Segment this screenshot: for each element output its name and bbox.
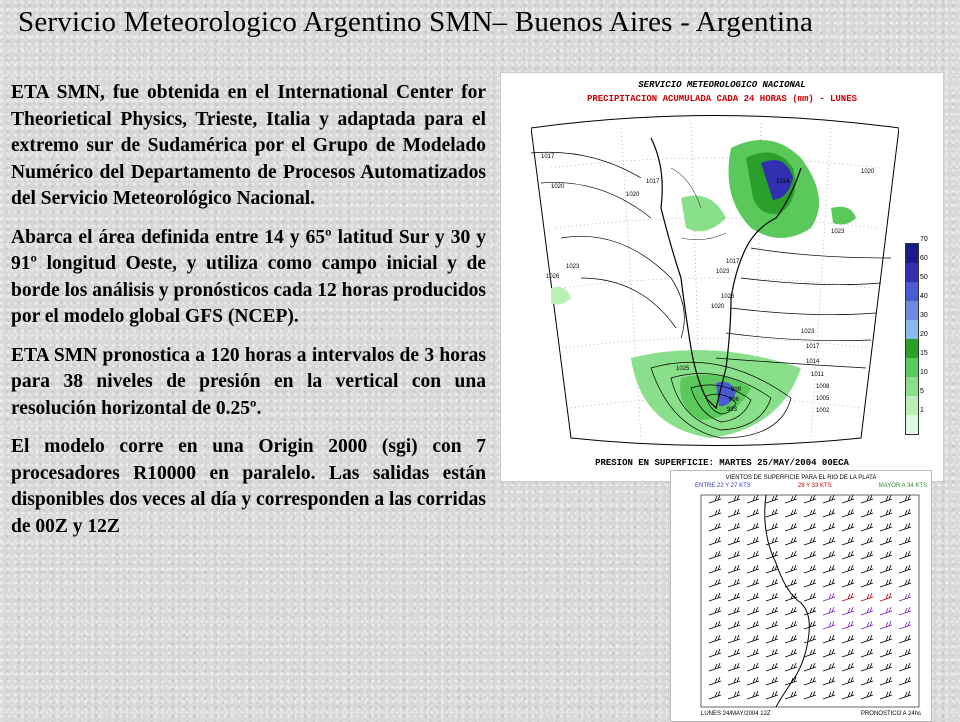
wind-barb bbox=[823, 691, 835, 699]
scale-label: 15 bbox=[920, 350, 928, 357]
wind-barb bbox=[747, 621, 759, 629]
scale-label: 50 bbox=[920, 274, 928, 281]
wind-barb bbox=[804, 607, 816, 615]
wind-barb bbox=[823, 663, 835, 671]
wind-barb bbox=[861, 537, 873, 545]
wind-barb bbox=[804, 551, 816, 559]
wind-barb bbox=[880, 509, 892, 517]
wind-barb bbox=[747, 565, 759, 573]
paragraph-forecast: ETA SMN pronostica a 120 horas a intervalos de 3 horas para 38 niveles de presión en la vertical con una resolución horizontal de 0.25º. bbox=[11, 344, 486, 419]
wind-barb bbox=[728, 551, 740, 559]
scale-label: 30 bbox=[920, 312, 928, 319]
isobar-label: 1025 bbox=[676, 366, 690, 372]
wind-barb bbox=[766, 677, 778, 685]
wind-barb bbox=[747, 551, 759, 559]
description-text bbox=[11, 80, 486, 552]
wind-barb bbox=[842, 495, 854, 503]
wind-barb bbox=[880, 551, 892, 559]
wind-barb bbox=[747, 537, 759, 545]
scale-label: 10 bbox=[920, 369, 928, 376]
wind-barb bbox=[766, 495, 778, 503]
wind-barb bbox=[766, 579, 778, 587]
map-graphic bbox=[531, 108, 899, 448]
wind-barb bbox=[709, 551, 721, 559]
wind-barb bbox=[842, 565, 854, 573]
wind-footer-forecast: PRONOSTICO A 24hs bbox=[860, 711, 921, 717]
wind-barb bbox=[880, 523, 892, 531]
scale-label: 1 bbox=[920, 407, 924, 414]
wind-barb bbox=[728, 579, 740, 587]
wind-barb bbox=[899, 509, 911, 517]
scale-swatch bbox=[906, 358, 918, 377]
wind-barb bbox=[804, 621, 816, 629]
isobar-label: 1017 bbox=[646, 179, 660, 185]
wind-barb bbox=[861, 635, 873, 643]
wind-barb bbox=[880, 663, 892, 671]
wind-barb bbox=[899, 537, 911, 545]
wind-barb bbox=[766, 691, 778, 699]
wind-barb bbox=[709, 677, 721, 685]
wind-barb bbox=[766, 593, 778, 601]
wind-barb bbox=[842, 509, 854, 517]
wind-barb bbox=[861, 607, 873, 615]
scale-swatch bbox=[906, 244, 918, 263]
wind-barb bbox=[899, 579, 911, 587]
wind-barb bbox=[880, 607, 892, 615]
wind-barb bbox=[880, 495, 892, 503]
wind-barb bbox=[842, 551, 854, 559]
wind-barb bbox=[823, 523, 835, 531]
wind-barb bbox=[709, 565, 721, 573]
isobar-label: 1020 bbox=[861, 169, 875, 175]
wind-barb bbox=[899, 677, 911, 685]
wind-barb bbox=[804, 691, 816, 699]
wind-barb bbox=[785, 579, 797, 587]
wind-footer-date: LUNES 24/MAY/2004 12Z bbox=[701, 711, 771, 717]
wind-barb bbox=[747, 523, 759, 531]
isobar-label: 1023 bbox=[831, 229, 845, 235]
wind-barb bbox=[842, 635, 854, 643]
wind-barb bbox=[842, 537, 854, 545]
wind-barb bbox=[880, 621, 892, 629]
scale-swatch bbox=[906, 415, 918, 434]
wind-barb bbox=[785, 607, 797, 615]
wind-barb bbox=[842, 579, 854, 587]
wind-barb bbox=[709, 593, 721, 601]
wind-barb bbox=[804, 565, 816, 573]
wind-barb bbox=[861, 649, 873, 657]
wind-barb bbox=[785, 649, 797, 657]
precipitation-map bbox=[500, 72, 944, 482]
wind-barb bbox=[899, 565, 911, 573]
wind-barb bbox=[766, 565, 778, 573]
wind-barb bbox=[728, 635, 740, 643]
wind-barb bbox=[861, 621, 873, 629]
scale-swatch bbox=[906, 282, 918, 301]
wind-barb bbox=[823, 495, 835, 503]
wind-barb bbox=[785, 537, 797, 545]
wind-barb bbox=[880, 537, 892, 545]
wind-barb bbox=[766, 663, 778, 671]
wind-barb bbox=[747, 691, 759, 699]
wind-barb bbox=[899, 649, 911, 657]
wind-legend-low: ENTRE 22 Y 27 KTS bbox=[695, 483, 751, 489]
wind-barb bbox=[842, 593, 854, 601]
wind-barb bbox=[880, 635, 892, 643]
scale-swatch bbox=[906, 396, 918, 415]
isobar-label: 993 bbox=[727, 407, 738, 413]
wind-barb bbox=[728, 663, 740, 671]
scale-label: 5 bbox=[920, 388, 924, 395]
wind-barb bbox=[880, 649, 892, 657]
isobar-label: 1017 bbox=[806, 344, 820, 350]
wind-barb bbox=[785, 565, 797, 573]
wind-barb bbox=[899, 621, 911, 629]
isobar-label: 996 bbox=[729, 397, 740, 403]
wind-barb bbox=[785, 551, 797, 559]
wind-barb bbox=[728, 621, 740, 629]
wind-barb bbox=[823, 649, 835, 657]
wind-barb bbox=[880, 579, 892, 587]
scale-swatch bbox=[906, 339, 918, 358]
page-title: Servicio Meteorologico Argentino SMN– Buenos Aires - Argentina bbox=[18, 6, 814, 38]
wind-barb bbox=[766, 607, 778, 615]
isobar-label: 999 bbox=[731, 387, 742, 393]
scale-label: 60 bbox=[920, 255, 928, 262]
wind-barb bbox=[728, 537, 740, 545]
wind-barb bbox=[823, 551, 835, 559]
map-title: SERVICIO METEOROLOGICO NACIONAL bbox=[638, 80, 806, 90]
wind-barb bbox=[899, 593, 911, 601]
wind-barb bbox=[823, 607, 835, 615]
wind-barb bbox=[747, 495, 759, 503]
wind-barb bbox=[823, 635, 835, 643]
wind-barb bbox=[861, 677, 873, 685]
wind-barb bbox=[861, 565, 873, 573]
wind-barb bbox=[709, 663, 721, 671]
isobar-label: 1026 bbox=[721, 294, 735, 300]
wind-barb bbox=[728, 593, 740, 601]
isobar-label: 1008 bbox=[816, 384, 830, 390]
wind-barb bbox=[785, 523, 797, 531]
precip-scale-labels bbox=[920, 236, 928, 426]
wind-barb bbox=[709, 509, 721, 517]
wind-barb bbox=[785, 509, 797, 517]
wind-barb bbox=[709, 579, 721, 587]
wind-barb bbox=[709, 607, 721, 615]
wind-barb bbox=[747, 607, 759, 615]
wind-barb bbox=[861, 509, 873, 517]
wind-barb bbox=[766, 649, 778, 657]
wind-barb bbox=[823, 593, 835, 601]
wind-barb bbox=[842, 649, 854, 657]
isobar-label: 1020 bbox=[711, 304, 725, 310]
wind-barb bbox=[766, 621, 778, 629]
wind-barb bbox=[766, 635, 778, 643]
wind-barb bbox=[861, 593, 873, 601]
wind-barb bbox=[842, 523, 854, 531]
wind-barb bbox=[804, 677, 816, 685]
wind-barb bbox=[899, 635, 911, 643]
wind-barb bbox=[747, 677, 759, 685]
wind-barb bbox=[861, 551, 873, 559]
wind-barb bbox=[880, 593, 892, 601]
wind-barb bbox=[804, 495, 816, 503]
isobar-label: 1017 bbox=[726, 259, 740, 265]
wind-barb bbox=[728, 509, 740, 517]
precip-color-scale bbox=[905, 243, 919, 435]
wind-legend-mid: 28 Y 33 KTS bbox=[797, 483, 832, 489]
wind-barb bbox=[804, 635, 816, 643]
wind-barb bbox=[861, 523, 873, 531]
wind-barb bbox=[785, 691, 797, 699]
scale-label: 20 bbox=[920, 331, 928, 338]
wind-barb bbox=[709, 523, 721, 531]
wind-barb bbox=[766, 509, 778, 517]
wind-barb bbox=[728, 495, 740, 503]
wind-barb bbox=[804, 537, 816, 545]
map-subtitle: PRECIPITACION ACUMULADA CADA 24 HORAS (mm) - LUNES bbox=[586, 94, 858, 104]
wind-barb bbox=[747, 509, 759, 517]
wind-barb bbox=[728, 565, 740, 573]
isobar-label: 1023 bbox=[716, 269, 730, 275]
wind-legend bbox=[695, 483, 927, 489]
wind-title: VIENTOS DE SUPERFICIE PARA EL RIO DE LA PLATA bbox=[725, 475, 877, 481]
paragraph-hardware: El modelo corre en una Origin 2000 (sgi) con 7 procesadores R10000 en paralelo. Las salidas están disponibles dos veces al día y corresponden a las corridas de 00Z y 12Z bbox=[11, 436, 486, 537]
wind-barb bbox=[842, 677, 854, 685]
scale-label: 70 bbox=[920, 236, 928, 243]
wind-barb bbox=[804, 663, 816, 671]
wind-barb bbox=[728, 607, 740, 615]
wind-barb bbox=[861, 495, 873, 503]
wind-barb bbox=[747, 649, 759, 657]
wind-map bbox=[670, 470, 932, 722]
map-footer: PRESION EN SUPERFICIE: MARTES 25/MAY/2004 00ECA bbox=[595, 458, 849, 468]
wind-barb bbox=[823, 579, 835, 587]
isobar-label: 1005 bbox=[816, 396, 830, 402]
wind-barb bbox=[842, 621, 854, 629]
wind-barb bbox=[899, 663, 911, 671]
wind-barb bbox=[804, 509, 816, 517]
wind-barb bbox=[804, 523, 816, 531]
wind-barb bbox=[861, 579, 873, 587]
wind-barb bbox=[709, 691, 721, 699]
wind-barb bbox=[728, 523, 740, 531]
isobar-label: 1014 bbox=[776, 179, 790, 185]
scale-swatch bbox=[906, 263, 918, 282]
wind-barb bbox=[728, 691, 740, 699]
isobar-label: 1023 bbox=[801, 329, 815, 335]
wind-barb bbox=[728, 677, 740, 685]
scale-label: 40 bbox=[920, 293, 928, 300]
wind-barb bbox=[842, 663, 854, 671]
wind-barb bbox=[766, 523, 778, 531]
isobar-label: 1014 bbox=[806, 359, 820, 365]
isobar-label: 1023 bbox=[566, 264, 580, 270]
wind-barb bbox=[823, 621, 835, 629]
wind-barb bbox=[785, 663, 797, 671]
isobar-label: 1017 bbox=[541, 154, 555, 160]
isobar-label: 1020 bbox=[551, 184, 565, 190]
wind-barb bbox=[709, 621, 721, 629]
wind-barb bbox=[842, 691, 854, 699]
wind-barb bbox=[823, 677, 835, 685]
wind-barb bbox=[823, 509, 835, 517]
wind-barb bbox=[823, 537, 835, 545]
wind-barb bbox=[747, 663, 759, 671]
wind-barb bbox=[861, 691, 873, 699]
isobar-label: 1026 bbox=[546, 274, 560, 280]
wind-barb bbox=[880, 677, 892, 685]
wind-barb bbox=[899, 551, 911, 559]
wind-barb bbox=[709, 635, 721, 643]
wind-barb bbox=[880, 691, 892, 699]
wind-barb bbox=[880, 565, 892, 573]
wind-barb bbox=[899, 495, 911, 503]
wind-legend-high: MAYOR A 34 KTS bbox=[878, 483, 927, 489]
wind-barbs-graphic bbox=[681, 493, 921, 709]
wind-barb bbox=[823, 565, 835, 573]
paragraph-area: Abarca el área definida entre 14 y 65º latitud Sur y 30 y 91º longitud Oeste, y utiliza como campo inicial y de borde los análisis y pronósticos cada 12 horas producidos por el modelo global GFS (NCEP). bbox=[11, 226, 486, 327]
wind-barb bbox=[785, 635, 797, 643]
wind-barb bbox=[709, 649, 721, 657]
scale-swatch bbox=[906, 320, 918, 339]
wind-barb bbox=[899, 691, 911, 699]
wind-barb bbox=[861, 663, 873, 671]
wind-barb bbox=[747, 593, 759, 601]
wind-barb bbox=[785, 495, 797, 503]
scale-swatch bbox=[906, 301, 918, 320]
wind-barb bbox=[899, 607, 911, 615]
wind-barb bbox=[785, 621, 797, 629]
wind-barb bbox=[709, 495, 721, 503]
scale-swatch bbox=[906, 377, 918, 396]
isobar-label: 1020 bbox=[626, 192, 640, 198]
isobar-label: 1011 bbox=[811, 372, 824, 378]
wind-barb bbox=[747, 635, 759, 643]
wind-barb bbox=[804, 579, 816, 587]
wind-barb bbox=[842, 607, 854, 615]
wind-barb bbox=[899, 523, 911, 531]
wind-barb bbox=[728, 649, 740, 657]
isobar-label: 1002 bbox=[816, 408, 830, 414]
wind-barb bbox=[804, 593, 816, 601]
wind-barb bbox=[709, 537, 721, 545]
paragraph-origin: ETA SMN, fue obtenida en el International Center for Theorietical Physics, Trieste, Italia y adaptada para el extremo sur de Sudamérica por el Grupo de Modelado Numérico del Departamento de Procesos Automatizados del Servicio Meteorológico Nacional. bbox=[11, 82, 486, 209]
wind-barb bbox=[747, 579, 759, 587]
wind-footer bbox=[701, 711, 921, 717]
